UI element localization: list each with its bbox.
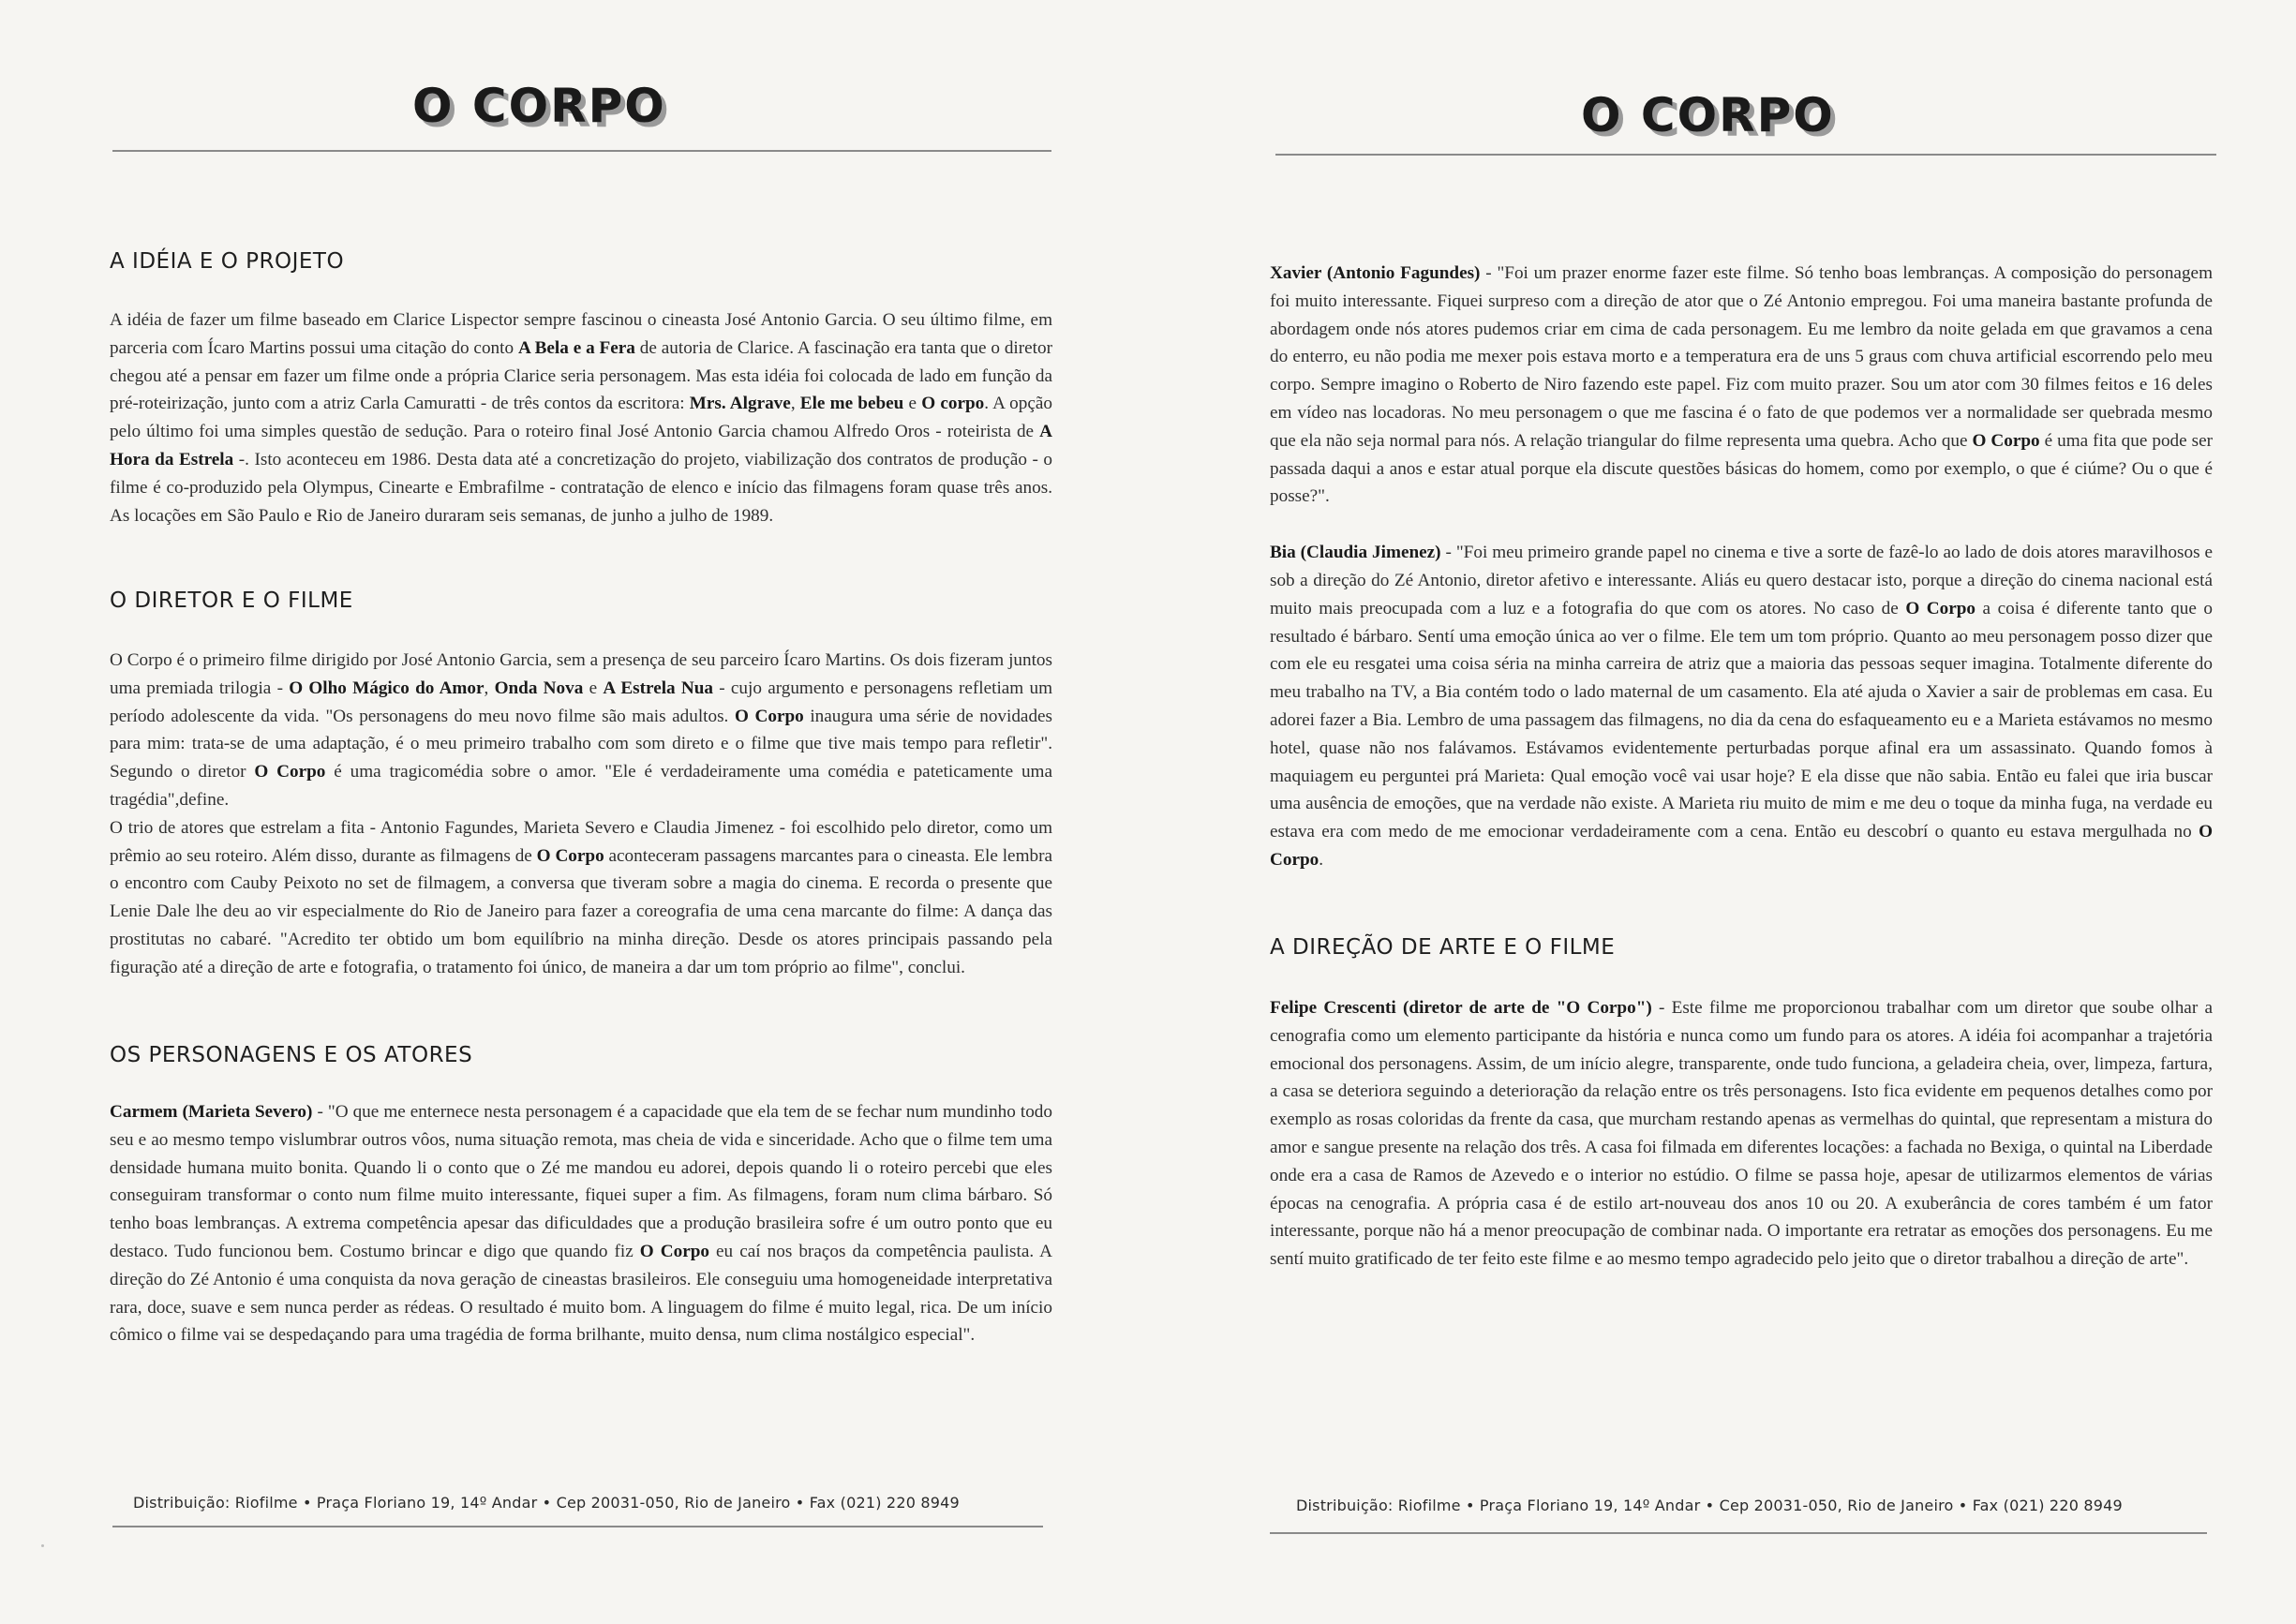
right-page — [1148, 0, 2296, 1624]
section-body-art-direction — [1270, 994, 2213, 1274]
section-body-idea — [110, 306, 1052, 529]
text-run: - "O que me enternece nesta personagem é a capacidade que ela tem de se fechar num mundinho todo seu e ao mesmo tempo vislumbrar outros vôos, numa situação remota, mas cheia de vida e sinceridade. Acho que o filme tem uma densidade humana muito bonita. Quando li o conto que o Zé me mandou eu adorei, depois quando li o roteiro percebi que eles conseguiram transformar o conto num filme muito interessante, fiquei super a fim. As filmagens, foram num clima bárbaro. Só tenho boas lembranças. A extrema competência apesar das dificuldades que a produção brasileira sofre é um outro ponto que eu destaco. Tudo funcionou bem. Costumo brincar e digo que quando fiz — [110, 1102, 1052, 1261]
paragraph — [1270, 260, 2213, 511]
text-run: é uma fita que pode ser passada daqui a anos e estar atual porque ela discute questões básicas do homem, como por exemplo, o que é ciúme? Ou o que é posse?". — [1270, 430, 2214, 507]
paragraph — [110, 814, 1052, 982]
text-run: - "Foi um prazer enorme fazer este filme. Só tenho boas lembranças. A composição do personagem foi muito interessante. Fiquei surpreso com a direção de ator que o Zé Antonio empregou. Foi uma maneira bastante profunda de abordagem onde nós atores pudemos criar em cima de cada personagem. Eu me lembro da noite gelada em que gravamos a cena do enterro, eu não podia me mexer pois estava morto e a temperatura era de uns 5 graus com chuva artificial escorrendo pelo meu corpo. Sempre imagino o Roberto de Niro fazendo este papel. Fiz com muito prazer. Sou um ator com 30 filmes feitos e 16 deles em vídeo nas locadoras. No meu personagem o que me fascina é o fato de que podemos ver a normalidade ser quebrada mesmo que ela não seja normal para nós. A relação triangular do filme representa uma quebra. Acho que — [1270, 263, 2213, 451]
section-title-art-direction: A DIREÇÃO DE ARTE E O FILME — [1270, 935, 1616, 960]
footer-distribution: Distribuição: Riofilme • Praça Floriano 19, 14º Andar • Cep 20031-050, Rio de Janeiro • Fax (021) 220 8949 — [1296, 1497, 2123, 1514]
header-rule — [112, 150, 1051, 152]
section-title-director: O DIRETOR E O FILME — [110, 589, 353, 613]
bold-run: Ele me bebeu — [799, 394, 904, 414]
text-run: e — [583, 678, 604, 698]
bold-run: O Corpo — [734, 706, 804, 726]
footer-rule — [112, 1526, 1043, 1527]
scan-mark — [41, 1544, 44, 1547]
text-run: -. Isto aconteceu em 1986. Desta data até a concretização do projeto, viabilização dos contratos de produção - o filme é co-produzido pela Olympus, Cinearte e Embrafilme - contratação de elenco e início das filmagens foram quase três anos. As locações em São Paulo e Rio de Janeiro duraram seis semanas, de junho a julho de 1989. — [110, 449, 1052, 526]
text-run: eu caí nos braços da competência paulista. A direção do Zé Antonio é uma conquista da nova geração de cineastas brasileiros. Ele conseguiu uma homogeneidade interpretativa rara, doce, suave e sem nunca perder as rédeas. O resultado é muito bom. A linguagem do filme é muito legal, rica. De um início cômico o filme vai se despedaçando para uma tragédia de forma brilhante, muito densa, num clima nostálgico especial". — [110, 1241, 1052, 1346]
text-run: de autoria de Clarice. A fascinação era tanta que o diretor chegou até a pensar em fazer um filme onde a própria Clarice seria personagem. Mas esta idéia foi colocada de lado em função da pré-roteirização, junto com a atriz Carla Camuratti - de três contos da escritora: — [110, 337, 1052, 414]
text-run: e — [903, 394, 922, 414]
text-run: - Este filme me proporcionou trabalhar com um diretor que soube olhar a cenografia como um elemento participante da história e nunca como um fundo para os atores. A idéia foi acompanhar a trajetória emocional dos personagens. Assim, de um início alegre, transparente, onde tudo funciona, a geladeira cheia, over, limpeza, fartura, a casa se deteriora seguindo a deterioração da relação entre os três personagens. Isto fica evidente em pequenos detalhes como por exemplo as rosas coloridas da frente da casa, que murcham restando apenas as vermelhas do quintal, que representam a mistura do amor e sangue presente na relação dos três. A casa foi filmada em diferentes locações: a fachada no Bexiga, o quintal na Liberdade onde era a casa de Ramos de Azevedo e o interior no estúdio. O filme se passa hoje, apesar de utilizarmos elementos de várias épocas na cenografia. A própria casa é de estilo art-nouveau dos anos 10 ou 20. A exuberância de cores também é um fator interessante, porque não há a menor preocupação de combinar nada. O importante era retratar as emoções dos personagens. Eu me sentí muito gratificado de ter feito este filme e ao mesmo tempo agradecido pelo jeito que o diretor trabalhou a direção de arte". — [1270, 998, 2213, 1270]
bold-run: A Bela e a Fera — [517, 337, 635, 358]
text-run: - "Foi meu primeiro grande papel no cinema e tive a sorte de fazê-lo ao lado de dois atores maravilhosos e sob a direção do Zé Antonio, diretor afetivo e interessante. Aliás eu quero destacar isto, porque a direção do cinema nacional está muito mais preocupada com a luz e a fotografia do que com os atores. No caso de — [1270, 543, 2213, 618]
bold-run: O Corpo — [1270, 822, 2213, 870]
text-run: A idéia de fazer um filme baseado em Clarice Lispector sempre fascinou o cineasta José Antonio Garcia. O seu último filme, em parceria com Ícaro Martins possui uma citação do conto — [110, 310, 1052, 358]
bold-run: O Corpo — [254, 762, 326, 782]
text-run: . A opção pelo último foi uma simples questão de sedução. Para o roteiro final José Antonio Garcia chamou Alfredo Oros - roteirista de — [110, 394, 1052, 442]
bold-run: Mrs. Algrave — [689, 394, 791, 414]
footer-rule — [1270, 1532, 2207, 1534]
paragraph — [110, 1098, 1052, 1349]
paragraph — [1270, 994, 2213, 1274]
bold-run: Carmem (Marieta Severo) — [110, 1102, 313, 1122]
bold-run: O Corpo — [1972, 430, 2040, 451]
header-rule — [1275, 154, 2216, 156]
paragraph — [110, 306, 1052, 529]
text-run: , — [484, 678, 495, 698]
bold-run: Felipe Crescenti (diretor de arte de "O Corpo") — [1270, 998, 1652, 1018]
bold-run: A Estrela Nua — [603, 678, 714, 698]
text-run: , — [790, 394, 800, 414]
paragraph — [110, 647, 1052, 814]
text-run: - cujo argumento e personagens refletiam um período adolescente da vida. "Os personagens do meu novo filme são mais adultos. — [110, 678, 1052, 726]
text-run: aconteceram passagens marcantes para o cineasta. Ele lembra o encontro com Cauby Peixoto no set de filmagem, a conversa que tiveram sobre a magia do cinema. E recorda o presente que Lenie Dale lhe deu ao vir especialmente do Rio de Janeiro para fazer a coreografia de uma cena marcante do filme: A dança das prostitutas no cabaré. "Acredito ter obtido um bom equilíbrio na minha direção. Desde os atores principais passando pela figuração até a direção de arte e fotografia, o tratamento foi único, de maneira a dar um tom próprio ao filme", conclui. — [110, 845, 1052, 977]
bold-run: Bia (Claudia Jimenez) — [1270, 543, 1441, 563]
text-run: . — [1319, 849, 1324, 870]
text-run: O trio de atores que estrelam a fita - Antonio Fagundes, Marieta Severo e Claudia Jimenez - foi escolhido pelo diretor, como um prêmio ao seu roteiro. Além disso, durante as filmagens de — [110, 817, 1052, 866]
section-title-idea: A IDÉIA E O PROJETO — [110, 249, 345, 274]
bold-run: O Corpo — [536, 845, 604, 866]
section-body-actors — [1270, 260, 2213, 874]
text-run: a coisa é diferente tanto que o resultado é bárbaro. Sentí uma emoção única ao ver o filme. Ele tem um tom próprio. Quanto ao meu personagem posso dizer que com ele eu resgatei uma coisa séria na minha carreira de atriz que a maioria das pessoas sequer imagina. Totalmente diferente do meu trabalho na TV, a Bia contém todo o lado maternal de um casamento. Ela até ajuda o Xavier a sair de problemas em casa. Eu adorei fazer a Bia. Lembro de uma passagem das filmagens, no dia da cena do esfaqueamento eu e a Marieta estávamos no mesmo hotel, quase não nos falávamos. Estávamos evidentemente perturbadas porque afinal era um assassinato. Quando fomos à maquiagem eu perguntei prá Marieta: Qual emoção você vai usar hoje? E ela disse que não sabia. Então eu falei que iria buscar uma ausência de emoções, que na verdade não existe. A Marieta riu muito de mim e me deu o toque da minha fuga, na verdade eu estava era com medo de me emocionar verdadeiramente com a cena. Então eu descobrí o quanto eu estava mergulhada no — [1270, 598, 2214, 842]
bold-run: Onda Nova — [494, 678, 584, 698]
bold-run: O Corpo — [1905, 598, 1976, 618]
section-title-characters: OS PERSONAGENS E OS ATORES — [110, 1043, 473, 1067]
paragraph — [1270, 539, 2213, 874]
text-run: inaugura uma série de novidades para mim: trata-se de uma adaptação, é o meu primeiro trabalho com som direto e o filme que tive mais tempo para refletir". Segundo o diretor — [110, 706, 1053, 782]
footer-distribution: Distribuição: Riofilme • Praça Floriano 19, 14º Andar • Cep 20031-050, Rio de Janeiro • Fax (021) 220 8949 — [133, 1494, 960, 1512]
bold-run: O Corpo — [639, 1241, 709, 1261]
text-run: O Corpo é o primeiro filme dirigido por José Antonio Garcia, sem a presença de seu parceiro Ícaro Martins. Os dois fizeram juntos uma premiada trilogia - — [110, 650, 1052, 698]
bold-run: Xavier (Antonio Fagundes) — [1270, 263, 1481, 283]
section-body-characters — [110, 1098, 1052, 1349]
bold-run: O corpo — [921, 394, 985, 414]
bold-run: A Hora da Estrela — [110, 422, 1052, 469]
bold-run: O Olho Mágico do Amor — [289, 678, 485, 698]
text-run: é uma tragicomédia sobre o amor. "Ele é verdadeiramente uma comédia e pateticamente uma tragédia",define. — [110, 762, 1052, 810]
film-logo: O CORPO — [1581, 88, 1835, 142]
section-body-director — [110, 647, 1052, 982]
film-logo: O CORPO — [412, 79, 666, 133]
